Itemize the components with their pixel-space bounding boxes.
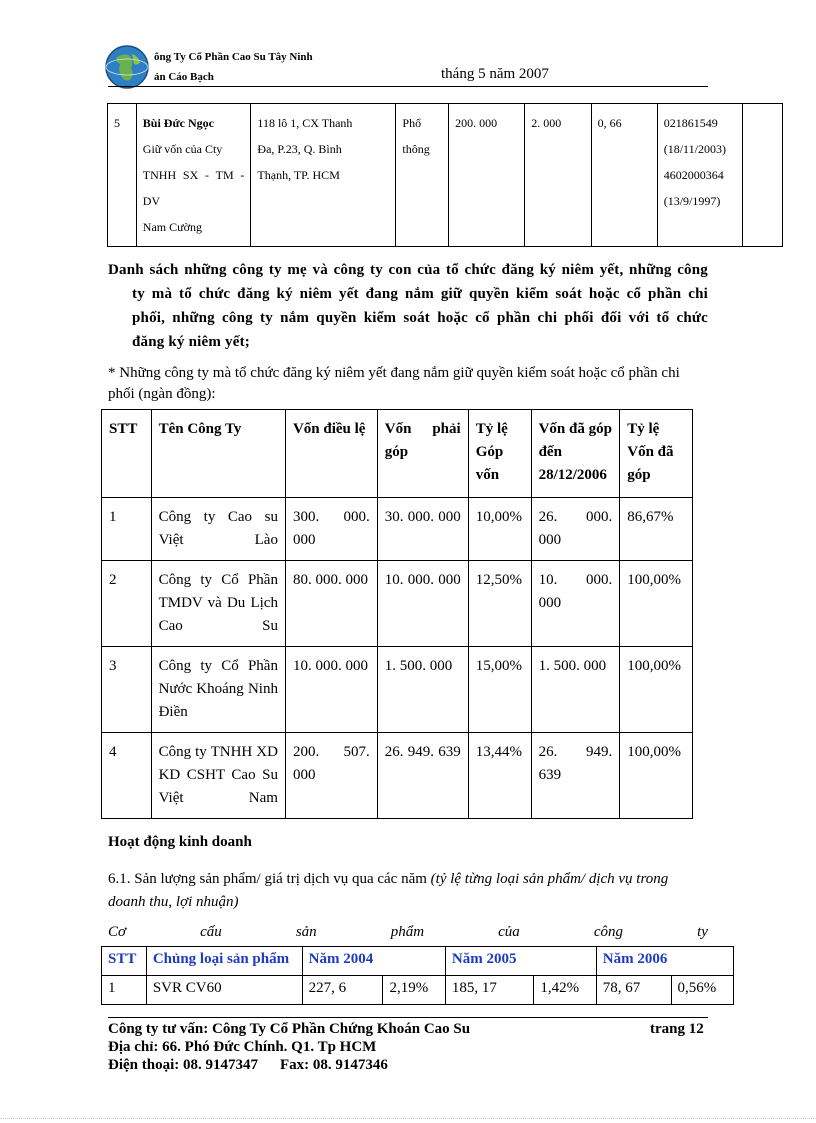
subsidiaries-note: * Những công ty mà tổ chức đăng ký niêm yết đang nắm giữ quyền kiểm soát hoặc cổ phần chi phối (ngàn đồng): (108, 365, 680, 402)
shareholder-no: 5 (108, 104, 137, 247)
footer-advisor: Công ty tư vấn: Công Ty Cổ Phần Chứng Khoán Cao Su (108, 1021, 471, 1037)
header-divider (108, 86, 708, 87)
table-row: 1 Công ty Cao su Việt Lào 300. 000. 000 30. 000. 000 10,00% 26. 000. 000 86,67% (102, 498, 693, 561)
shareholder-value: 2. 000 (525, 104, 591, 247)
col-header-2004: Năm 2004 (302, 947, 445, 976)
col-header-2005: Năm 2005 (445, 947, 596, 976)
col-header-paid-ratio: Tỷ lệ Vốn đã góp (620, 410, 693, 498)
table-header-row (102, 947, 734, 976)
business-heading: Hoạt động kinh doanh (108, 834, 252, 850)
footer-divider (108, 1017, 708, 1018)
col-header-product: Chủng loại sản phẩm (146, 947, 302, 976)
shareholder-table (107, 103, 783, 247)
table-header-row (102, 410, 693, 498)
shareholder-shares: 200. 000 (449, 104, 525, 247)
col-header-charter: Vốn điều lệ (285, 410, 377, 498)
header-company-name: ông Ty Cổ Phần Cao Su Tây Ninh (154, 51, 313, 63)
page-bottom-border (0, 1118, 816, 1119)
structure-caption: Cơ cấu sản phẩm của công ty (108, 924, 708, 940)
header-document-title: ản Cáo Bạch (154, 71, 214, 83)
shareholder-extra (742, 104, 782, 247)
products-intro: 6.1. Sản lượng sản phẩm/ giá trị dịch vụ qua các năm (tỷ lệ từng loại sản phẩm/ dịch vụ trong doanh thu, lợi nhuận) (108, 871, 669, 910)
products-table (101, 946, 734, 1005)
col-header-ratio: Tỷ lệ Góp vốn (468, 410, 531, 498)
footer-phone: Điện thoại: 08. 9147347 (108, 1057, 258, 1073)
shareholder-share-type: Phổ thông (396, 104, 449, 247)
table-row: 3 Công ty Cổ Phần Nước Khoáng Ninh Điền 10. 000. 000 1. 500. 000 15,00% 1. 500. 000 100,00% (102, 647, 693, 733)
table-row: 4 Công ty TNHH XD KD CSHT Cao Su Việt Nam 200. 507. 000 26. 949. 639 13,44% 26. 949. 639 100,00% (102, 733, 693, 819)
shareholder-name: Bùi Đức Ngọc Giữ vốn của Cty TNHH SX - TM - DV Nam Cường (136, 104, 251, 247)
page-number: trang 12 (650, 1021, 704, 1037)
col-header-stt: STT (102, 947, 147, 976)
shareholder-ratio: 0, 66 (591, 104, 657, 247)
col-header-paid: Vốn đã góp đến 28/12/2006 (531, 410, 620, 498)
shareholder-address: 118 lô 1, CX Thanh Đa, P.23, Q. Bình Thạnh, TP. HCM (251, 104, 396, 247)
table-row: 2 Công ty Cổ Phần TMDV và Du Lịch Cao Su 80. 000. 000 10. 000. 000 12,50% 10. 000. 000 100,00% (102, 561, 693, 647)
table-row: 1 SVR CV60 227, 6 2,19% 185, 17 1,42% 78, 67 0,56% (102, 976, 734, 1005)
col-header-required: Vốn phải góp (377, 410, 468, 498)
section-heading: Danh sách những công ty mẹ và công ty con của tổ chức đăng ký niêm yết, những công ty mà tổ chức đăng ký niêm yết đang nắm giữ quyền kiểm soát hoặc cổ phần chi phối, những công ty nắm quyền kiểm soát hoặc cổ phần chi phối đối với tổ chức đăng ký niêm yết; (108, 262, 708, 350)
footer-address: Địa chỉ: 66. Phó Đức Chính. Q1. Tp HCM (108, 1039, 377, 1055)
table-row (108, 104, 783, 247)
header-date: tháng 5 năm 2007 (441, 66, 549, 82)
shareholder-id: 021861549 (18/11/2003) 4602000364 (13/9/1997) (657, 104, 742, 247)
subsidiaries-table (101, 409, 693, 819)
footer-fax: Fax: 08. 9147346 (280, 1057, 388, 1073)
footer-contact (108, 1057, 410, 1074)
company-logo-icon (104, 44, 150, 90)
col-header-stt: STT (102, 410, 152, 498)
col-header-company: Tên Công Ty (151, 410, 285, 498)
col-header-2006: Năm 2006 (596, 947, 733, 976)
